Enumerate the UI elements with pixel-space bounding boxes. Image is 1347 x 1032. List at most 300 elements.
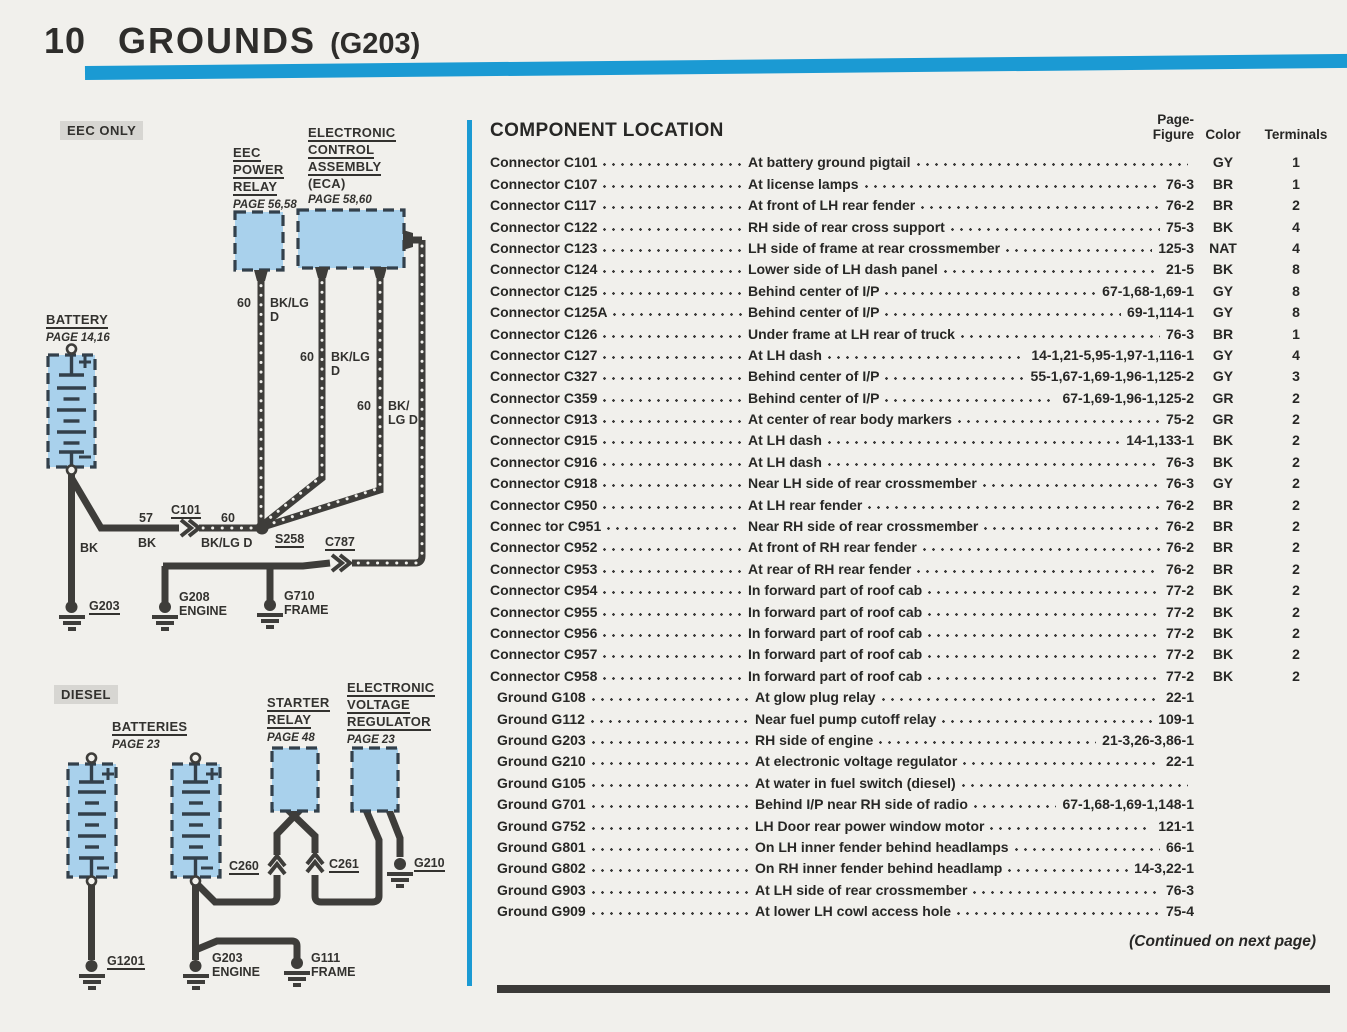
- table-row: [490, 791, 1340, 812]
- dot-leader: [882, 698, 1160, 701]
- component-location-cell: [748, 539, 1194, 555]
- component-name: Ground G203: [497, 731, 586, 748]
- dot-leader: [603, 356, 742, 359]
- wire-color-value: GY: [1212, 346, 1234, 363]
- dot-leader: [828, 463, 1160, 466]
- terminals-value: 1: [1292, 154, 1300, 171]
- page-figure-value: 75-4: [1165, 903, 1194, 920]
- component-location: Behind center of I/P: [748, 282, 880, 299]
- page-figure-value: 14-1,133-1: [1126, 432, 1194, 449]
- dot-leader: [603, 185, 742, 188]
- ground-g111-label: G111 FRAME: [311, 951, 356, 979]
- page-figure-value: 21-5: [1165, 261, 1194, 278]
- page-figure-value: 75-2: [1165, 411, 1194, 428]
- wire2-color: BK/LG D: [331, 350, 370, 378]
- dot-leader: [603, 570, 742, 573]
- component-name-cell: [497, 903, 755, 919]
- component-location: At lower LH cowl access hole: [755, 903, 952, 920]
- component-location: Behind center of I/P: [748, 368, 880, 385]
- component-name-cell: [497, 796, 755, 812]
- ground-symbol-g111: [284, 957, 310, 985]
- table-row: [490, 577, 1340, 598]
- wire-color-value: BK: [1212, 432, 1234, 449]
- component-location: In forward part of roof cab: [748, 667, 923, 684]
- wire-color-value: BK: [1212, 453, 1234, 470]
- table-row: [490, 406, 1340, 427]
- wire60-color: BK/LG D: [201, 536, 253, 550]
- table-row: [490, 812, 1340, 833]
- wire-color-value: NAT: [1209, 239, 1237, 256]
- component-location: In forward part of roof cab: [748, 646, 923, 663]
- table-row: [490, 641, 1340, 662]
- page-subtitle: (G203): [330, 28, 421, 60]
- dot-leader: [592, 848, 749, 851]
- component-location-cell: [748, 646, 1194, 662]
- page-figure-value: 22-1: [1165, 689, 1194, 706]
- table-row: [490, 898, 1340, 919]
- component-name: Ground G909: [497, 903, 586, 920]
- terminals-value: 2: [1292, 496, 1300, 513]
- component-location-cell: [748, 283, 1194, 299]
- component-name-cell: [490, 154, 748, 170]
- component-location-cell: [748, 154, 1194, 170]
- component-name: Connector C957: [490, 646, 598, 663]
- wire-color-value: BR: [1212, 175, 1234, 192]
- wire57-color: BK: [138, 536, 157, 550]
- component-name: Connector C122: [490, 218, 598, 235]
- page-figure-value: 76-3: [1165, 325, 1194, 342]
- ground-g203-diesel-label: G203 ENGINE: [212, 951, 260, 979]
- page-figure-value: 14-1,21-5,95-1,97-1,116-1: [1031, 346, 1194, 363]
- table-row: [490, 555, 1340, 576]
- dot-leader: [592, 891, 749, 894]
- component-name: Connector C913: [490, 411, 598, 428]
- terminals-value: 1: [1292, 325, 1300, 342]
- table-row: [490, 748, 1340, 769]
- component-name-cell: [490, 497, 748, 513]
- component-location-cell: [748, 197, 1194, 213]
- wire-color-value: GR: [1212, 411, 1234, 428]
- dot-leader: [603, 206, 742, 209]
- wire-color-value: GY: [1212, 475, 1234, 492]
- component-name: Ground G210: [497, 753, 586, 770]
- dot-leader: [885, 377, 1024, 380]
- component-location: LH Door rear power window motor: [755, 817, 985, 834]
- component-location-cell: [755, 818, 1194, 834]
- ground-symbol-g210: [387, 858, 413, 886]
- dot-leader: [917, 570, 1160, 573]
- terminals-value: 2: [1292, 197, 1300, 214]
- component-location: Near LH side of rear crossmember: [748, 475, 977, 492]
- component-name-cell: [490, 668, 748, 684]
- page-figure-value: 22-1: [1165, 753, 1194, 770]
- page-figure-value: 76-3: [1165, 453, 1194, 470]
- component-location-cell: [748, 176, 1194, 192]
- table-row: [490, 427, 1340, 448]
- wire-color-value: BK: [1212, 646, 1234, 663]
- component-name-cell: [490, 411, 748, 427]
- terminals-value: 2: [1292, 560, 1300, 577]
- continued-note: (Continued on next page): [1129, 933, 1316, 951]
- dot-leader: [928, 677, 1160, 680]
- page-figure-value: 76-3: [1165, 475, 1194, 492]
- component-location-cell: [748, 261, 1194, 277]
- dot-leader: [603, 613, 742, 616]
- component-name-cell: [490, 432, 748, 448]
- dot-leader: [613, 313, 742, 316]
- page-figure-value: 76-2: [1165, 539, 1194, 556]
- page-figure-value: 67-1,68-1,69-1: [1102, 282, 1194, 299]
- battery-wire-color: BK: [80, 541, 99, 555]
- dot-leader: [603, 292, 742, 295]
- splice-s258-dot: [256, 522, 269, 535]
- wire-color-value: BR: [1212, 496, 1234, 513]
- table-row: [490, 705, 1340, 726]
- component-name: Connector C954: [490, 582, 598, 599]
- dot-leader: [974, 805, 1057, 808]
- component-name-cell: [490, 625, 748, 641]
- component-name: Connector C950: [490, 496, 598, 513]
- terminals-value: 8: [1292, 304, 1300, 321]
- component-location-cell: [748, 432, 1194, 448]
- dot-leader: [592, 912, 749, 915]
- table-row: [490, 598, 1340, 619]
- component-name: Connector C359: [490, 389, 598, 406]
- table-row: [490, 855, 1340, 876]
- component-name-cell: [490, 539, 748, 555]
- table-row: [490, 320, 1340, 341]
- connector-c261-label: C261: [329, 857, 359, 871]
- dot-leader: [868, 506, 1160, 509]
- wire1-color: BK/LG D: [270, 296, 309, 324]
- wire3-gauge: 60: [357, 399, 371, 413]
- dot-leader: [961, 335, 1160, 338]
- dot-leader: [963, 762, 1160, 765]
- component-name: Connector C958: [490, 667, 598, 684]
- page-figure-value: 14-3,22-1: [1134, 860, 1194, 877]
- wire-color-value: BK: [1212, 261, 1234, 278]
- component-location-cell: [748, 561, 1194, 577]
- connector-c260-label: C260: [229, 859, 259, 873]
- page-figure-value: 69-1,114-1: [1127, 304, 1194, 321]
- page-figure-value: 21-3,26-3,86-1: [1102, 731, 1194, 748]
- component-location-cell: [755, 775, 1194, 791]
- component-name: Ground G701: [497, 796, 586, 813]
- wire-color-value: GR: [1212, 389, 1234, 406]
- eca-box: [298, 210, 404, 268]
- page-figure-value: 76-3: [1165, 175, 1194, 192]
- batteries-page-ref: PAGE 23: [112, 739, 160, 751]
- dot-leader: [603, 677, 742, 680]
- component-location: At LH rear fender: [748, 496, 863, 513]
- dot-leader: [885, 399, 1056, 402]
- component-name-cell: [490, 176, 748, 192]
- dot-leader: [1015, 848, 1160, 851]
- component-name: Connec tor C951: [490, 518, 602, 535]
- dot-leader: [1006, 249, 1152, 252]
- terminals-value: 2: [1292, 389, 1300, 406]
- dot-leader: [1008, 869, 1128, 872]
- component-name: Ground G802: [497, 860, 586, 877]
- dot-leader: [603, 163, 742, 166]
- component-name: Connector C918: [490, 475, 598, 492]
- wire57-gauge: 57: [139, 511, 153, 525]
- wire-color-value: GY: [1212, 154, 1234, 171]
- table-row: [490, 876, 1340, 897]
- dot-leader: [591, 720, 749, 723]
- dot-leader: [592, 827, 749, 830]
- component-location: Lower side of LH dash panel: [748, 261, 938, 278]
- terminals-value: 8: [1292, 282, 1300, 299]
- component-name-cell: [497, 689, 755, 705]
- wire-color-value: BR: [1212, 560, 1234, 577]
- ground-symbol-g1201: [79, 960, 105, 988]
- starter-relay-box: [272, 748, 318, 811]
- component-name: Ground G112: [497, 710, 585, 727]
- table-row: [490, 834, 1340, 855]
- component-location: At center of rear body markers: [748, 411, 952, 428]
- dot-leader: [603, 463, 742, 466]
- dot-leader: [592, 741, 749, 744]
- component-name-cell: [490, 347, 748, 363]
- dot-leader: [592, 869, 749, 872]
- component-location: Near fuel pump cutoff relay: [755, 710, 937, 727]
- dot-leader: [603, 441, 742, 444]
- component-location: At license lamps: [748, 175, 859, 192]
- component-location: At LH dash: [748, 346, 822, 363]
- starter-relay-page-ref: PAGE 48: [267, 732, 315, 744]
- page-figure-value: 77-2: [1165, 603, 1194, 620]
- component-name: Connector C953: [490, 560, 598, 577]
- table-row: [490, 491, 1340, 512]
- component-name: Ground G105: [497, 774, 586, 791]
- table-row: [490, 534, 1340, 555]
- ground-g1201-label: G1201: [107, 954, 145, 968]
- dot-leader: [603, 399, 742, 402]
- table-row: [490, 149, 1340, 170]
- component-name: Connector C916: [490, 453, 598, 470]
- table-row: [490, 620, 1340, 641]
- wire-color-value: BK: [1212, 218, 1234, 235]
- dot-leader: [962, 784, 1188, 787]
- connector-c101-label: C101: [171, 503, 201, 517]
- table-row: [490, 363, 1340, 384]
- component-name-cell: [490, 219, 748, 235]
- component-location-cell: [748, 304, 1194, 320]
- page-figure-value: 77-2: [1165, 624, 1194, 641]
- component-name-cell: [490, 368, 748, 384]
- terminals-value: 2: [1292, 411, 1300, 428]
- component-name-cell: [490, 197, 748, 213]
- table-row: [490, 662, 1340, 683]
- page-figure-value: 77-2: [1165, 582, 1194, 599]
- component-name: Ground G903: [497, 881, 586, 898]
- component-location: At battery ground pigtail: [748, 154, 911, 171]
- battery-page-ref: PAGE 14,16: [46, 332, 110, 344]
- component-name: Connector C126: [490, 325, 598, 342]
- column-header-color: Color: [1205, 127, 1241, 142]
- component-name: Connector C107: [490, 175, 598, 192]
- wire2-gauge: 60: [300, 350, 314, 364]
- component-location-cell: [748, 219, 1194, 235]
- dot-leader: [603, 591, 742, 594]
- component-location-cell: [755, 882, 1194, 898]
- table-row: [490, 470, 1340, 491]
- component-location-cell: [755, 796, 1194, 812]
- component-name-cell: [497, 753, 755, 769]
- connector-c261-symbol: [307, 854, 323, 872]
- dot-leader: [983, 484, 1160, 487]
- terminals-value: 1: [1292, 175, 1300, 192]
- wire-color-value: BR: [1212, 539, 1234, 556]
- terminals-value: 2: [1292, 518, 1300, 535]
- component-name: Connector C127: [490, 346, 598, 363]
- component-name: Connector C125A: [490, 304, 608, 321]
- dot-leader: [990, 827, 1152, 830]
- component-location-cell: [748, 625, 1194, 641]
- table-row: [490, 170, 1340, 191]
- page-figure-value: 76-2: [1165, 518, 1194, 535]
- component-name: Connector C952: [490, 539, 598, 556]
- ground-symbol-g208: [152, 601, 178, 629]
- batteries-label: BATTERIES PAGE 23: [112, 719, 188, 751]
- component-location: RH side of engine: [755, 731, 874, 748]
- component-location: At LH dash: [748, 432, 822, 449]
- dot-leader: [885, 313, 1121, 316]
- terminals-value: 2: [1292, 539, 1300, 556]
- dot-leader: [865, 185, 1160, 188]
- column-header-page-figure: Page- Figure: [1152, 112, 1194, 142]
- table-row: [490, 213, 1340, 234]
- component-name: Connector C124: [490, 261, 598, 278]
- component-location-cell: [748, 604, 1194, 620]
- terminals-value: 2: [1292, 453, 1300, 470]
- dot-leader: [921, 206, 1160, 209]
- component-name-cell: [490, 454, 748, 470]
- component-name-cell: [490, 261, 748, 277]
- component-name-cell: [490, 283, 748, 299]
- voltage-regulator-box: [352, 748, 398, 811]
- component-name-cell: [497, 839, 755, 855]
- page-title: GROUNDS: [118, 20, 317, 61]
- ground-symbol-g710: [257, 599, 283, 627]
- starter-relay-label: STARTER RELAY PAGE 48: [267, 695, 330, 744]
- component-location: Behind center of I/P: [748, 389, 880, 406]
- component-name-cell: [490, 304, 748, 320]
- terminals-value: 2: [1292, 646, 1300, 663]
- dot-leader: [592, 784, 749, 787]
- component-name-cell: [497, 818, 755, 834]
- component-name-cell: [490, 390, 748, 406]
- dot-leader: [603, 335, 742, 338]
- page-figure-value: 121-1: [1158, 817, 1194, 834]
- dot-leader: [885, 292, 1096, 295]
- eca-label: ELECTRONIC CONTROL ASSEMBLY (ECA) PAGE 58,60: [308, 125, 396, 206]
- dot-leader: [957, 912, 1160, 915]
- component-location-cell: [755, 903, 1194, 919]
- ground-symbol-g203-diesel: [183, 960, 209, 988]
- wire-color-value: BK: [1212, 667, 1234, 684]
- table-row: [490, 384, 1340, 405]
- dot-leader: [928, 613, 1160, 616]
- ground-g210-label: G210: [414, 856, 445, 870]
- battery-label: BATTERY PAGE 14,16: [46, 312, 110, 344]
- table-title: COMPONENT LOCATION: [490, 120, 724, 141]
- terminals-value: 3: [1292, 368, 1300, 385]
- component-location: On RH inner fender behind headlamp: [755, 860, 1003, 877]
- component-location-cell: [748, 497, 1194, 513]
- terminals-value: 2: [1292, 667, 1300, 684]
- diesel-wires: [92, 809, 401, 960]
- eca-page-ref: PAGE 58,60: [308, 194, 372, 206]
- wire-color-value: GY: [1212, 304, 1234, 321]
- connector-c260-symbol: [269, 856, 285, 874]
- component-name-cell: [490, 475, 748, 491]
- terminals-value: 8: [1292, 261, 1300, 278]
- table-row: [490, 342, 1340, 363]
- dot-leader: [942, 720, 1152, 723]
- eec-diagram: [48, 210, 422, 629]
- component-location: At glow plug relay: [755, 689, 876, 706]
- component-name: Connector C955: [490, 603, 598, 620]
- table-row: [490, 727, 1340, 748]
- eec-battery-symbol: [48, 345, 95, 475]
- terminals-value: 2: [1292, 582, 1300, 599]
- dot-leader: [607, 527, 742, 530]
- terminals-value: 4: [1292, 346, 1300, 363]
- diesel-battery-1-symbol: [68, 754, 116, 886]
- dot-leader: [828, 356, 1025, 359]
- dot-leader: [603, 655, 742, 658]
- wire60-gauge: 60: [221, 511, 235, 525]
- component-location: At front of RH rear fender: [748, 539, 917, 556]
- ground-g203-label: G203: [89, 599, 120, 613]
- ground-g208-label: G208 ENGINE: [179, 590, 227, 618]
- wire1-gauge: 60: [237, 296, 251, 310]
- wire-color-value: GY: [1212, 282, 1234, 299]
- component-location-cell: [748, 668, 1194, 684]
- component-location-cell: [748, 368, 1194, 384]
- component-name-cell: [490, 518, 748, 534]
- component-location-cell: [748, 454, 1194, 470]
- terminals-value: 2: [1292, 432, 1300, 449]
- component-name: Ground G752: [497, 817, 586, 834]
- page-figure-value: 75-3: [1165, 218, 1194, 235]
- connector-c787-label: C787: [325, 535, 355, 549]
- ground-symbol-g203: [59, 601, 85, 629]
- component-name: Ground G108: [497, 689, 586, 706]
- page-figure-value: 67-1,69-1,96-1,125-2: [1062, 389, 1194, 406]
- component-location-cell: [748, 240, 1194, 256]
- wire-color-value: BR: [1212, 325, 1234, 342]
- ground-g710-label: G710 FRAME: [284, 589, 329, 617]
- table-row: [490, 235, 1340, 256]
- dot-leader: [879, 741, 1096, 744]
- dot-leader: [603, 249, 742, 252]
- component-location-cell: [748, 582, 1194, 598]
- dot-leader: [603, 228, 742, 231]
- dot-leader: [828, 441, 1120, 444]
- table-row: [490, 513, 1340, 534]
- dot-leader: [603, 484, 742, 487]
- component-location-cell: [748, 326, 1194, 342]
- dot-leader: [984, 527, 1160, 530]
- terminals-value: 2: [1292, 603, 1300, 620]
- diesel-battery-2-symbol: [172, 754, 220, 886]
- dot-leader: [958, 420, 1160, 423]
- component-location-cell: [748, 390, 1194, 406]
- wire-color-value: BK: [1212, 624, 1234, 641]
